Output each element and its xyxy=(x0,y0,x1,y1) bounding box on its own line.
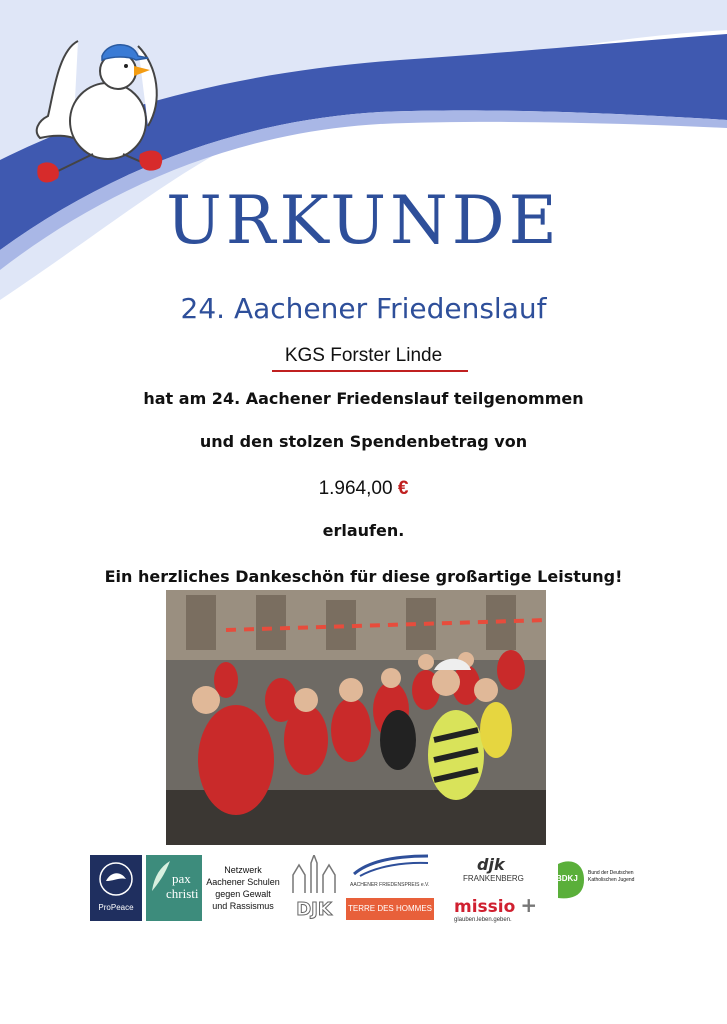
bdkj-text-2: Katholischen Jugend xyxy=(588,877,635,883)
friedenspreis-label: AACHENER FRIEDENSPREIS e.V. xyxy=(350,882,430,888)
donation-amount xyxy=(0,478,727,500)
runners-photo xyxy=(166,590,546,845)
pax-label: pax xyxy=(172,871,191,886)
logo-pax-christi xyxy=(146,855,202,921)
dove-mascot-icon xyxy=(28,26,168,201)
bdkj-text-1: Bund der Deutschen xyxy=(588,870,634,876)
logo-aachener-friedenspreis xyxy=(350,852,432,890)
cathedral-icon xyxy=(285,855,343,895)
event-name: 24. Aachener Friedenslauf xyxy=(180,292,547,325)
netzwerk-line-1: Netzwerk xyxy=(224,865,262,875)
participation-text: hat am 24. Aachener Friedenslauf teilgenommen xyxy=(143,389,584,408)
djk-small-label: djk xyxy=(477,855,505,874)
terre-des-hommes-label: TERRE DES HOMMES xyxy=(347,904,432,913)
logo-djk-frankenberg xyxy=(463,855,523,891)
frankenberg-label: FRANKENBERG xyxy=(463,874,524,883)
amount-value: 1.964,00 xyxy=(318,478,393,499)
netzwerk-line-4: und Rassismus xyxy=(212,901,274,911)
participant-name: KGS Forster Linde xyxy=(284,345,443,366)
participant-underline xyxy=(272,370,468,372)
logo-netzwerk xyxy=(203,864,283,912)
plus-icon: + xyxy=(520,893,538,917)
netzwerk-line-2: Aachener Schulen xyxy=(206,877,280,887)
certificate-title: URKUNDE xyxy=(166,182,561,259)
missio-tagline: glauben.leben.geben. xyxy=(454,917,512,923)
logo-bdkj xyxy=(554,858,644,908)
bdkj-label: BDKJ xyxy=(556,874,578,883)
propeace-label: ProPeace xyxy=(98,903,134,912)
euro-icon: € xyxy=(397,478,409,499)
thanks-text: Ein herzliches Dankeschön für diese großartige Leistung! xyxy=(104,567,623,586)
logo-djk xyxy=(285,855,343,921)
ran-text: erlaufen. xyxy=(322,521,405,540)
netzwerk-line-3: gegen Gewalt xyxy=(215,889,271,899)
donation-text: und den stolzen Spendenbetrag von xyxy=(199,432,528,451)
djk-label: DJK xyxy=(296,899,332,920)
missio-label: missio xyxy=(454,897,516,917)
logo-missio xyxy=(454,893,538,923)
christi-label: christi xyxy=(166,886,199,901)
dove-icon xyxy=(96,859,136,899)
logo-propeace xyxy=(90,855,142,921)
logo-terre-des-hommes xyxy=(346,898,434,920)
friedenspreis-swoosh-icon xyxy=(350,852,432,878)
